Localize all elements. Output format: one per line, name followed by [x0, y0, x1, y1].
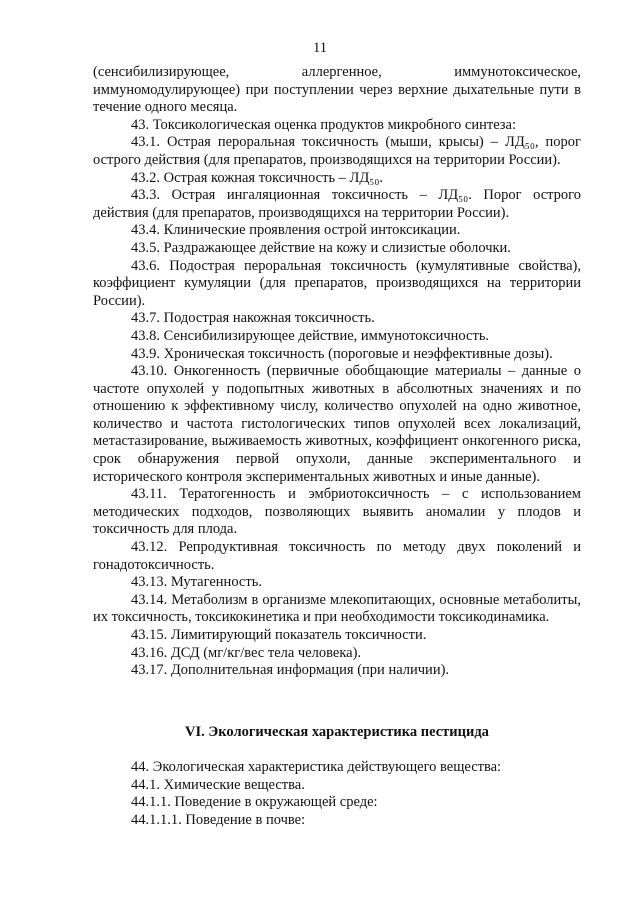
section-item: 44. Экологическая характеристика действующего вещества:	[131, 759, 502, 775]
paragraph: 43.4. Клинические проявления острой интоксикации.	[131, 222, 461, 239]
section-item: 44.1.1.1. Поведение в почве:	[131, 811, 306, 828]
paragraph: 43.3. Острая ингаляционная токсичность – ЛД₅₀. Порог острого действия (для препаратов, производящихся на территории России).	[93, 187, 581, 221]
paragraph: 43.5. Раздражающее действие на кожу и слизистые оболочки.	[131, 239, 511, 256]
paragraph: 43.2. Острая кожная токсичность – ЛД₅₀.	[131, 169, 384, 186]
paragraph: 43.16. ДСД (мг/кг/вес тела человека).	[131, 644, 362, 661]
paragraph: 43.8. Сенсибилизирующее действие, иммунотоксичность.	[131, 327, 490, 344]
paragraph: (сенсибилизирующее, аллергенное, иммунотоксическое, иммуномодулирующее) при поступлении через верхние дыхательные пути в течение одного месяца.	[93, 64, 581, 116]
paragraph: 43.15. Лимитирующий показатель токсичности.	[131, 627, 427, 643]
paragraph: 43.17. Дополнительная информация (при наличии).	[131, 662, 450, 679]
paragraph: 43.10. Онкогенность (первичные обобщающие материалы – данные о частоте опухолей у подопытных животных в абсолютных значениях и по отношению к эффективному числу, количество опухолей на одно животное, количество и частота гистологических типов опухолей всех локализаций, метастазирование, выживаемость животных, коэффициент онкогенного риска, срок обнаружения первой опухоли, данные экспериментального и исторического контроля экспериментальных животных и иные данные).	[93, 363, 581, 485]
paragraph: 43.7. Подострая накожная токсичность.	[131, 310, 375, 327]
paragraph: 43.13. Мутагенность.	[131, 574, 262, 591]
section-item: 44.1.1. Поведение в окружающей среде:	[131, 794, 378, 811]
paragraph: 43.12. Репродуктивная токсичность по методу двух поколений и гонадотоксичность.	[93, 539, 581, 573]
section-item: 44.1. Химические вещества.	[131, 776, 305, 793]
paragraph: 43.11. Тератогенность и эмбриотоксичность – с использованием методических подходов, позволяющих выявить аномалии у плодов и токсичность для плода.	[93, 486, 581, 538]
page-number: 11	[313, 40, 327, 56]
paragraph: 43.9. Хроническая токсичность (пороговые и неэффективные дозы).	[131, 345, 553, 362]
paragraph: 43.1. Острая пероральная токсичность (мыши, крысы) – ЛД₅₀, порог острого действия (для препаратов, производящихся на территории России).	[93, 134, 581, 168]
section-body	[93, 759, 581, 829]
paragraph: 43.6. Подострая пероральная токсичность (кумулятивные свойства), коэффициент кумуляции (для препаратов, производящихся на территории России).	[93, 257, 581, 309]
paragraph: 43.14. Метаболизм в организме млекопитающих, основные метаболиты, их токсичность, токсикокинетика и при необходимости токсикодинамика.	[93, 591, 581, 626]
body-text	[93, 64, 581, 680]
section-title: VI. Экологическая характеристика пестицида	[185, 724, 489, 740]
paragraph: 43. Токсикологическая оценка продуктов микробного синтеза:	[131, 116, 516, 133]
